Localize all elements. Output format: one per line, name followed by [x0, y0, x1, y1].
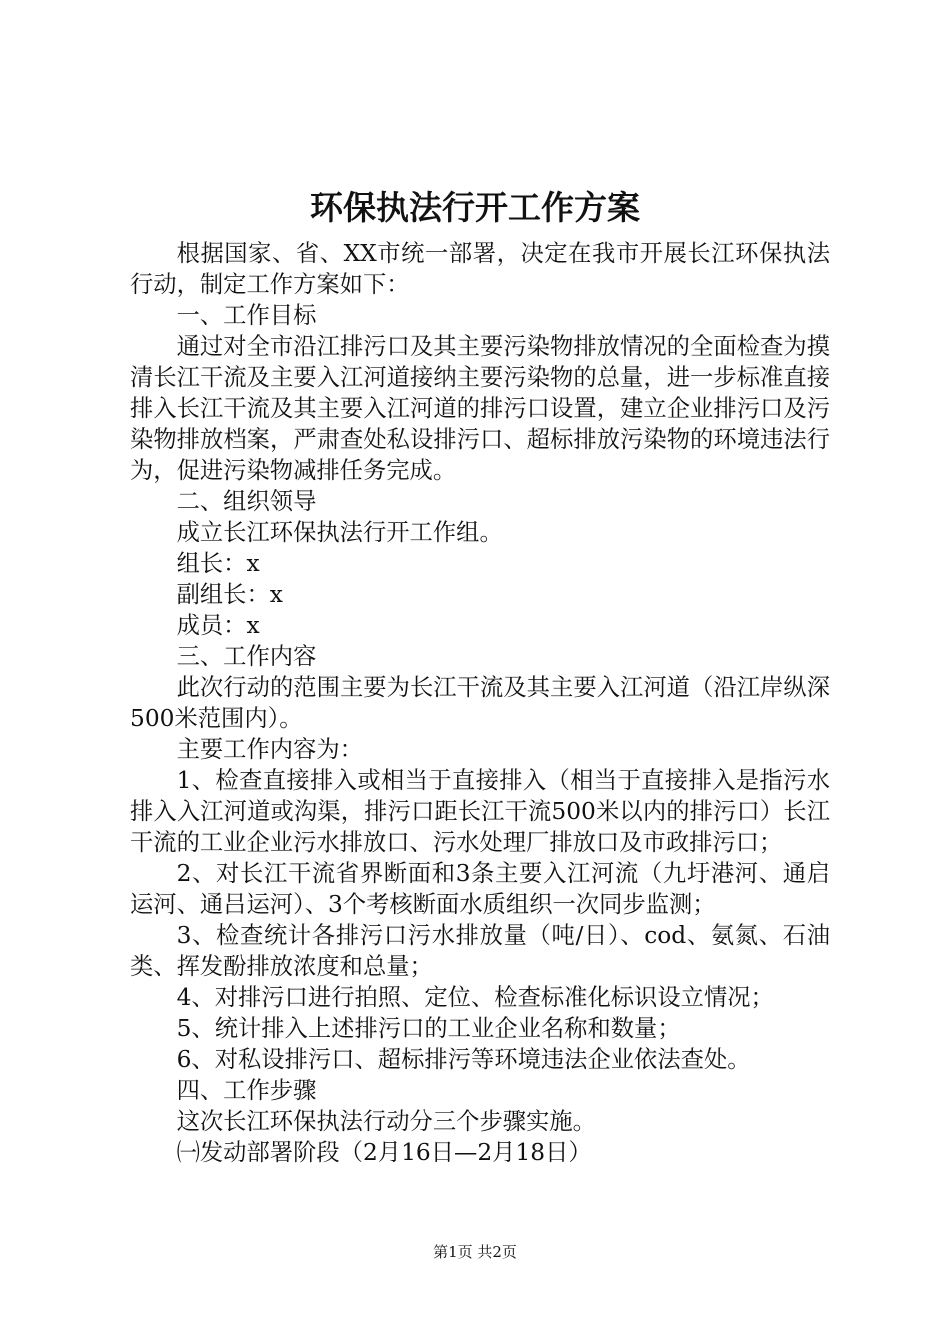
page-number-footer: 第1页 共2页	[433, 1243, 517, 1261]
deputy-leader-line: 副组长：x	[176, 581, 283, 608]
document-title: 环保执法行开工作方案	[310, 188, 640, 227]
members-line: 成员：x	[176, 612, 260, 639]
section-heading-steps: 四、工作步骤	[176, 1077, 317, 1104]
list-item: 1、检查直接排入或相当于直接排入（相当于直接排入是指污水排入入江河道或沟渠，排污口距长江干流500米以内的排污口）长江干流的工业企业污水排放口、污水处理厂排放口及市政排污口；	[130, 767, 830, 856]
section-heading-leadership: 二、组织领导	[176, 488, 317, 515]
list-item: 5、统计排入上述排污口的工业企业名称和数量；	[176, 1015, 681, 1042]
leadership-paragraph: 成立长江环保执法行开工作组。	[176, 519, 503, 546]
step-one-heading: ㈠发动部署阶段（2月16日—2月18日）	[176, 1139, 592, 1166]
goals-paragraph: 通过对全市沿江排污口及其主要污染物排放情况的全面检查为摸清长江干流及主要入江河道接纳主要污染物的总量，进一步标准直接排入长江干流及其主要入江河道的排污口设置，建立企业排污口及污染物排放档案，严肃查处私设排污口、超标排放污染物的环境违法行为，促进污染物减排任务完成。	[130, 333, 830, 484]
section-heading-content: 三、工作内容	[176, 643, 317, 670]
document-body	[130, 238, 830, 1168]
scope-paragraph: 此次行动的范围主要为长江干流及其主要入江河道（沿江岸纵深500米范围内）。	[130, 674, 830, 732]
leader-line: 组长：x	[176, 550, 260, 577]
section-heading-goals: 一、工作目标	[176, 302, 317, 329]
steps-paragraph: 这次长江环保执法行动分三个步骤实施。	[176, 1108, 596, 1135]
main-content-label: 主要工作内容为：	[176, 736, 363, 763]
intro-paragraph: 根据国家、省、XX市统一部署，决定在我市开展长江环保执法行动，制定工作方案如下：	[130, 240, 830, 298]
list-item: 3、检查统计各排污口污水排放量（吨/日）、cod、氨氮、石油类、挥发酚排放浓度和总量；	[130, 922, 830, 980]
list-item: 4、对排污口进行拍照、定位、检查标准化标识设立情况；	[176, 984, 774, 1011]
list-item: 2、对长江干流省界断面和3条主要入江河流（九圩港河、通启运河、通吕运河）、3个考核断面水质组织一次同步监测；	[130, 860, 830, 918]
list-item: 6、对私设排污口、超标排污等环境违法企业依法查处。	[176, 1046, 751, 1073]
